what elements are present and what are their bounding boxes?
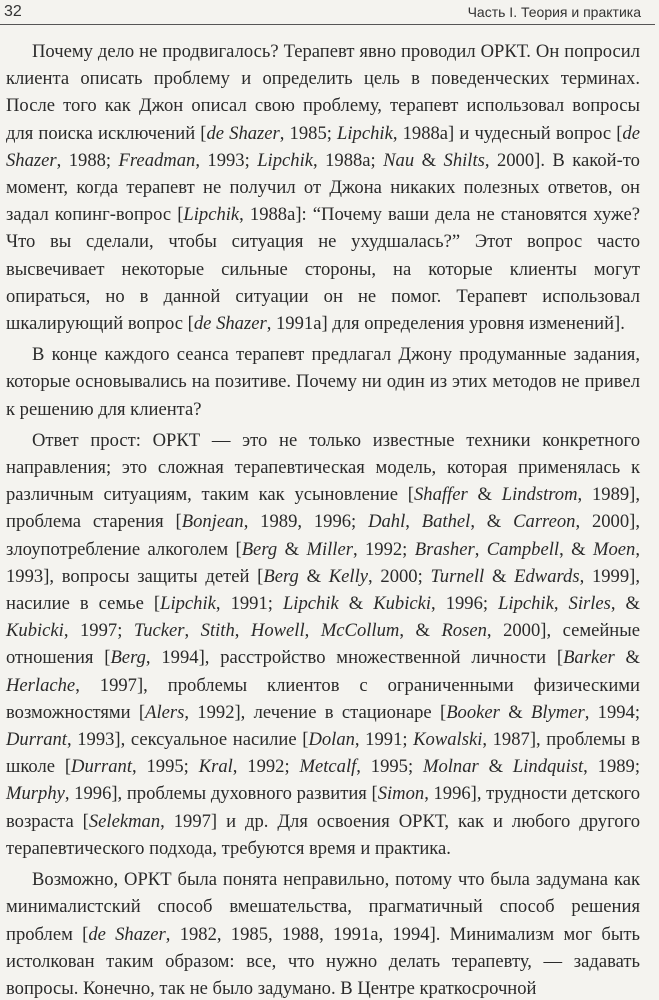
paragraph-2 bbox=[6, 341, 640, 423]
paragraph-text: & bbox=[484, 565, 515, 587]
citation-author: de Shazer bbox=[206, 122, 280, 144]
paragraph-text: , 1988a] и чудесный вопрос [ bbox=[392, 122, 623, 144]
paragraph-text: , & bbox=[470, 511, 514, 533]
citation-author: Simon bbox=[377, 783, 425, 805]
paragraph-text: , 1994], расстройство множественной личности [ bbox=[145, 647, 564, 669]
citation-author: Shilts bbox=[443, 149, 485, 171]
paragraph-text: , bbox=[184, 620, 201, 642]
citation-author: Berg bbox=[241, 538, 278, 560]
page-number: 32 bbox=[4, 3, 22, 20]
citation-author: Dolan bbox=[308, 729, 355, 751]
paragraph-text: & bbox=[467, 484, 502, 506]
citation-author: Lipchik bbox=[160, 593, 216, 615]
paragraph-text: , 1988; bbox=[56, 149, 119, 171]
paragraph-text: & bbox=[614, 647, 640, 669]
paragraph-text: & bbox=[499, 701, 531, 723]
citation-author: Edwards bbox=[514, 565, 580, 587]
citation-author: de Shazer bbox=[88, 923, 166, 945]
paragraph-text: , 1995; bbox=[356, 756, 423, 778]
running-header-title: Часть I. Теория и практика bbox=[467, 4, 641, 20]
paragraph-text: , 1993], сексуальное насилие [ bbox=[66, 729, 309, 751]
paragraph-text: , 1994; bbox=[584, 701, 640, 723]
paragraph-text: , & bbox=[610, 593, 640, 615]
paragraph-text: , 1989, 1996; bbox=[243, 511, 369, 533]
paragraph-text: & bbox=[338, 593, 374, 615]
citation-author: Lipchik bbox=[282, 593, 339, 615]
body-text bbox=[6, 38, 640, 1000]
citation-author: Bonjean bbox=[181, 511, 244, 533]
paragraph-text: , 1987], проблемы в школе [ bbox=[6, 729, 640, 778]
paragraph-text: , 1996], трудности детского возраста [ bbox=[6, 783, 641, 832]
citation-author: Lindstrom bbox=[501, 484, 578, 506]
citation-author: de Shazer bbox=[193, 313, 267, 335]
paragraph-text: , bbox=[553, 593, 569, 615]
paragraph-text: , 1999], насилие в семье [ bbox=[6, 565, 640, 615]
paragraph-1 bbox=[6, 38, 640, 337]
paragraph-text: , 1993], вопросы защиты детей [ bbox=[6, 538, 640, 587]
paragraph-text: Ответ прост: ОРКТ — это не только известные техники конкретного направления; это сложная терапевтическая модель, которая применялась к различным ситуациям, таким как усыновление [ bbox=[6, 429, 640, 506]
citation-author: Miller bbox=[306, 538, 353, 560]
citation-author: Shaffer bbox=[413, 484, 468, 506]
citation-author: Alers bbox=[145, 701, 185, 723]
citation-author: Durrant bbox=[6, 729, 67, 751]
paragraph-text: & bbox=[298, 565, 329, 587]
citation-author: Lipchik bbox=[337, 122, 393, 144]
paragraph-4 bbox=[6, 866, 640, 1000]
paragraph-text: , 2000]. В какой-то момент, когда терапевт не получил от Джона никаких полезных ответов, он задал копинг-вопрос [ bbox=[6, 149, 640, 226]
citation-author: Moen bbox=[593, 538, 636, 560]
paragraph-text: , 1991a] для определения уровня изменений]. bbox=[266, 313, 625, 335]
running-header bbox=[0, 0, 659, 26]
citation-author: Tucker bbox=[133, 620, 185, 642]
paragraph-text: , 1995; bbox=[132, 756, 199, 778]
citation-author: Lindquist bbox=[512, 756, 584, 778]
paragraph-text: Почему дело не продвигалось? Терапевт явно проводил ОРКТ. Он попросил клиента описать проблему и определить цель в поведенческих терминах. После того как Джон описал свою проблему, терапевт использовал вопросы для поиска исключений [ bbox=[6, 41, 640, 144]
paragraph-text: & bbox=[277, 538, 307, 560]
paragraph-text: , 1997] и др. Для освоения ОРКТ, как и любого другого терапевтического подхода, требуются время и практика. bbox=[6, 810, 641, 859]
paragraph-text: , & bbox=[559, 538, 593, 560]
paragraph-text: , 1985; bbox=[279, 122, 338, 144]
paragraph-text: , bbox=[304, 620, 321, 642]
paragraph-text: В конце каждого сеанса терапевт предлагал Джону продуманные задания, которые основывались на позитиве. Почему ни один из этих методов не привел к решению для клиента? bbox=[6, 344, 640, 420]
paragraph-text: , bbox=[405, 511, 422, 533]
paragraph-text: , 1992; bbox=[352, 538, 415, 560]
citation-author: Selekman bbox=[88, 810, 161, 832]
paragraph-text: , 1991; bbox=[215, 593, 283, 615]
citation-author: Barker bbox=[563, 647, 615, 669]
citation-author: Dahl bbox=[368, 511, 406, 533]
citation-author: Metcalf bbox=[299, 756, 357, 778]
paragraph-text: , bbox=[234, 620, 251, 642]
citation-author: Kowalski bbox=[413, 729, 483, 751]
citation-author: Nau bbox=[383, 149, 415, 171]
paragraph-text: , 1989], проблема старения [ bbox=[6, 484, 640, 533]
paragraph-text: , 1988a; bbox=[313, 149, 384, 171]
citation-author: Booker bbox=[446, 701, 500, 723]
citation-author: Howell bbox=[250, 620, 305, 642]
paragraph-text: , 1988a]: “Почему ваши дела не становятся хуже? Что вы сделали, чтобы ситуация не ухудшалась?” Этот вопрос часто высвечивает некоторые сильные стороны, на которые клиенты могут опираться, но в данной ситуации он не помог. Терапевт использовал шкалирующий вопрос [ bbox=[6, 204, 640, 335]
paragraph-text: , 1996], проблемы духовного развития [ bbox=[64, 783, 378, 805]
paragraph-text: , bbox=[474, 538, 487, 560]
paragraph-text: , & bbox=[399, 620, 442, 642]
paragraph-text: Возможно, ОРКТ была понята неправильно, потому что была задумана как минималистский способ вмешательства, прагматичный способ решения проблем [ bbox=[6, 869, 640, 945]
paragraph-text: & bbox=[478, 756, 513, 778]
paragraph-text: , 2000], семейные отношения [ bbox=[6, 620, 641, 669]
paragraph-text: , 1991; bbox=[354, 729, 414, 751]
citation-author: Lipchik bbox=[183, 204, 240, 226]
citation-author: Stith bbox=[200, 620, 235, 642]
paragraph-text: , 1989; bbox=[583, 756, 640, 778]
paragraph-3 bbox=[6, 427, 640, 862]
citation-author: Blymer bbox=[530, 701, 585, 723]
citation-author: Bathel bbox=[421, 511, 471, 533]
citation-author: Carreon bbox=[513, 511, 576, 533]
citation-author: Turnell bbox=[430, 565, 485, 587]
paragraph-text: & bbox=[414, 149, 444, 171]
paragraph-text: , 1992], лечение в стационаре [ bbox=[184, 701, 447, 723]
paragraph-text: , 1992; bbox=[232, 756, 300, 778]
paragraph-text: , 1997], проблемы клиентов с ограниченными физическими возможностями [ bbox=[6, 674, 640, 723]
paragraph-text: , 2000; bbox=[368, 565, 431, 587]
citation-author: Lipchik bbox=[498, 593, 554, 615]
paragraph-text: , 1993; bbox=[195, 149, 258, 171]
citation-author: Brasher bbox=[414, 538, 475, 560]
citation-author: Kubicki bbox=[6, 620, 64, 642]
paragraph-text: , 1982, 1985, 1988, 1991a, 1994]. Минимализм мог быть истолкован таким образом: все, что нужно делать терапевту, — задавать вопросы. Конечно, так не было задумано. В Центре краткосрочной bbox=[6, 923, 640, 999]
citation-author: Lipchik bbox=[257, 149, 313, 171]
citation-author: Sirles bbox=[568, 593, 611, 615]
citation-author: Freadman bbox=[118, 149, 196, 171]
citation-author: de Shazer bbox=[6, 122, 640, 171]
paragraph-text: , 1996; bbox=[431, 593, 499, 615]
citation-author: Kubicki bbox=[373, 593, 432, 615]
paragraph-text: , 2000], злоупотребление алкоголем [ bbox=[6, 511, 640, 560]
citation-author: Kral bbox=[198, 756, 233, 778]
citation-author: Berg bbox=[110, 647, 146, 669]
paragraph-text: , 1997; bbox=[63, 620, 134, 642]
citation-author: Kelly bbox=[328, 565, 369, 587]
citation-author: Rosen bbox=[441, 620, 487, 642]
citation-author: Molnar bbox=[422, 756, 479, 778]
citation-author: Herlache bbox=[6, 674, 76, 696]
header-rule bbox=[0, 24, 655, 25]
citation-author: McCollum bbox=[320, 620, 400, 642]
citation-author: Berg bbox=[263, 565, 299, 587]
citation-author: Durrant bbox=[71, 756, 132, 778]
citation-author: Murphy bbox=[6, 783, 65, 805]
citation-author: Campbell bbox=[486, 538, 560, 560]
